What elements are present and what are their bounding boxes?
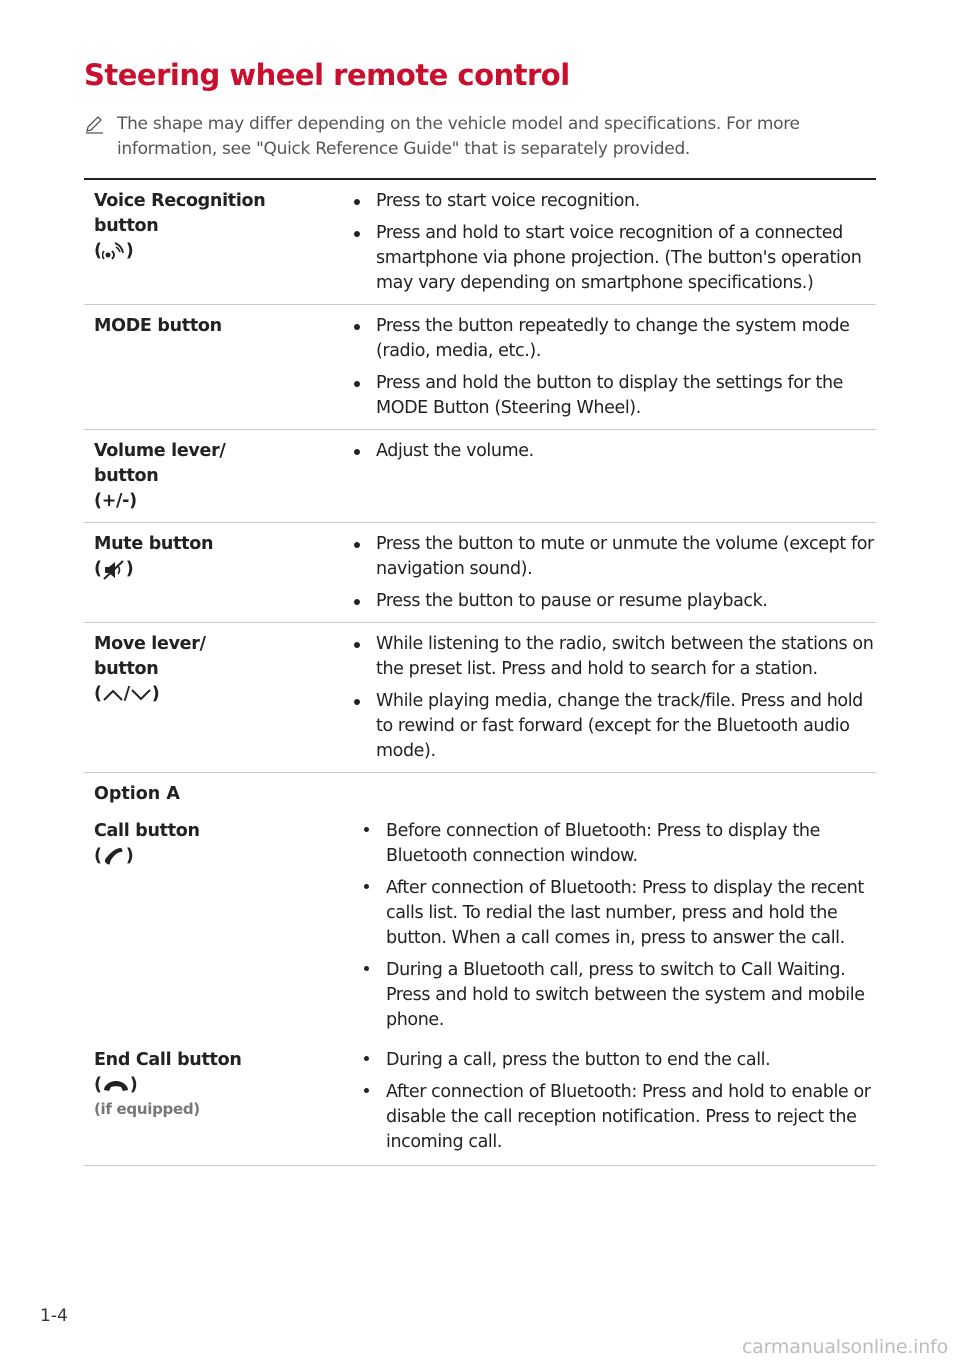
phone-call-icon <box>102 846 126 868</box>
watermark: carmanualsonline.info <box>741 1336 948 1358</box>
page-number: 1-4 <box>40 1306 68 1326</box>
table-row-voice-recognition <box>84 180 876 305</box>
row-label: MODE button <box>94 316 222 336</box>
row-label: Move lever/ button ( / ) <box>94 634 206 704</box>
row-label: Volume lever/ button (+/-) <box>94 441 226 511</box>
list-item: Adjust the volume. <box>366 439 876 464</box>
option-label: Option A <box>94 784 180 804</box>
page-title: Steering wheel remote control <box>84 58 570 92</box>
list-item: While playing media, change the track/file. Press and hold to rewind or fast forward (except for the Bluetooth audio mode). <box>366 689 876 764</box>
list-item: While listening to the radio, switch between the stations on the preset list. Press and hold to search for a station. <box>366 632 876 682</box>
note <box>84 112 864 162</box>
table-row-call <box>84 815 876 1041</box>
table-row-mode <box>84 305 876 430</box>
voice-recognition-icon <box>102 241 126 263</box>
mute-icon <box>102 559 126 581</box>
table-row-volume <box>84 430 876 523</box>
row-description <box>366 439 876 514</box>
end-call-icon <box>102 1076 130 1096</box>
if-equipped-note: (if equipped) <box>94 1100 200 1118</box>
list-item: Press the button repeatedly to change the system mode (radio, media, etc.). <box>366 314 876 364</box>
list-item: Press to start voice recognition. <box>366 189 876 214</box>
row-label: Voice Recognition button ( ) <box>94 191 266 261</box>
list-item: After connection of Bluetooth: Press and hold to enable or disable the call reception notification. Press to reject the incoming call. <box>366 1080 876 1155</box>
row-description <box>366 532 876 614</box>
table-row-end-call <box>84 1041 876 1166</box>
table-row-mute <box>84 523 876 623</box>
row-description <box>366 1048 876 1155</box>
note-text: The shape may differ depending on the vehicle model and specifications. For more information, see "Quick Reference Guide" that is separately provided. <box>117 114 800 159</box>
row-description <box>366 314 876 421</box>
list-item: During a call, press the button to end the call. <box>366 1048 876 1073</box>
pencil-note-icon <box>84 116 104 134</box>
row-label: Mute button ( ) <box>94 534 214 579</box>
chevron-down-icon <box>130 687 152 703</box>
list-item: After connection of Bluetooth: Press to display the recent calls list. To redial the last number, press and hold the button. When a call comes in, press to answer the call. <box>366 876 876 951</box>
row-label: End Call button ( ) (if equipped) <box>84 1048 366 1155</box>
list-item: Press the button to mute or unmute the volume (except for navigation sound). <box>366 532 876 582</box>
list-item: Press the button to pause or resume playback. <box>366 589 876 614</box>
row-label: Call button ( ) <box>94 821 200 866</box>
row-description <box>366 819 876 1033</box>
list-item: Press and hold to start voice recognition of a connected smartphone via phone projection. (The button's operation may vary depending on smartphone specifications.) <box>366 221 876 296</box>
table-row-move <box>84 623 876 773</box>
table-row-option-a <box>84 773 876 815</box>
row-description <box>366 632 876 764</box>
list-item: During a Bluetooth call, press to switch to Call Waiting. Press and hold to switch between the system and mobile phone. <box>366 958 876 1033</box>
list-item: Before connection of Bluetooth: Press to display the Bluetooth connection window. <box>366 819 876 869</box>
list-item: Press and hold the button to display the settings for the MODE Button (Steering Wheel). <box>366 371 876 421</box>
spec-table <box>84 178 876 1166</box>
row-description <box>366 189 876 296</box>
chevron-up-icon <box>102 687 124 703</box>
